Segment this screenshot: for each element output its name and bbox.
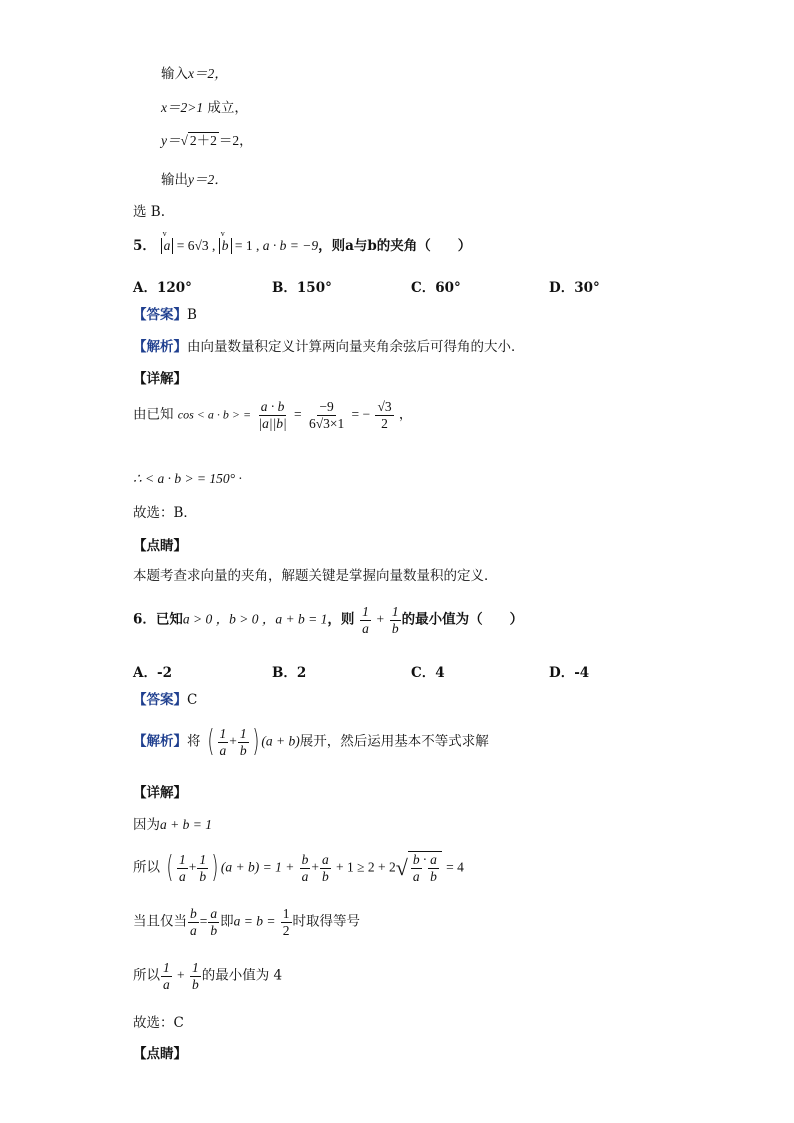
- q6-frac-1: [360, 604, 371, 636]
- analysis-text: 由向量数量积定义计算两向量夹角余弦后可得角的大小．: [187, 339, 525, 355]
- frac-num: 1: [391, 604, 399, 619]
- frac-num: −9: [319, 399, 334, 414]
- q6-detail-tag: 【详解】: [133, 785, 187, 801]
- frac-den: 2: [282, 922, 290, 938]
- s3-frac-half: [281, 906, 292, 938]
- prev-choose: 选 B.: [133, 204, 166, 220]
- q6-cond: a > 0 ，b > 0 ，a + b = 1: [182, 611, 328, 627]
- q5-detail-3: 故选：B．: [133, 505, 197, 521]
- analysis-tag: 【解析】: [133, 339, 187, 355]
- analysis-text: 展开，然后运用基本不等式求解: [299, 733, 489, 750]
- an-ab: (a + b): [261, 733, 300, 749]
- frac-den: a: [190, 922, 197, 938]
- value-fraction: [307, 399, 346, 431]
- prev-text: 成立，: [207, 100, 248, 116]
- q5-detail-1: [133, 399, 412, 431]
- q5-number: 5．: [133, 238, 156, 254]
- s2-sqrt-frac-2: [428, 852, 439, 884]
- q6-step-5: 故选：C: [133, 1015, 184, 1031]
- prev-line-3: y＝√ 2＋2 ＝2，: [161, 133, 253, 148]
- plus: +: [177, 967, 185, 983]
- prev-text: 输出: [161, 172, 188, 188]
- frac-num: 1: [179, 851, 186, 867]
- frac-den: b: [191, 976, 199, 992]
- s2-frac-ba: [300, 852, 311, 884]
- plus: +: [188, 859, 197, 875]
- s3-frac-ab: [208, 906, 219, 938]
- q6-option-a: A．-2: [133, 665, 172, 681]
- q5-detail-tag: 【详解】: [133, 371, 187, 387]
- q6-analysis: 【解析】将 ( $\frac{1}{a}$ + $\frac{1}{b}$ ) (a + b)展开，然后运用基本不等式求解: [133, 724, 489, 759]
- frac-den: b: [391, 620, 399, 636]
- detail-text: 由已知: [133, 406, 174, 423]
- an-frac-1: [218, 726, 229, 758]
- q6-step-3: [133, 906, 360, 938]
- step-text: 所以: [133, 967, 160, 984]
- frac-num: 1: [163, 960, 170, 975]
- q6-option-c: C．4: [411, 665, 445, 681]
- s2-frac-2: [197, 852, 208, 884]
- q5-option-a: A．120°: [133, 280, 192, 296]
- q6-option-b: B．2: [272, 665, 307, 681]
- q6-step-1: [133, 817, 212, 833]
- result-fraction: [375, 399, 393, 431]
- q6-tail: 的最小值为（ ）: [401, 611, 524, 628]
- analysis-text: 将: [187, 733, 201, 750]
- s2-frac-1: [177, 852, 188, 884]
- prev-math: x＝2，: [188, 66, 228, 81]
- step-text: 所以: [133, 859, 160, 876]
- frac-den: |a||b|: [258, 415, 287, 431]
- q5-cond3: a · b = −9: [262, 238, 319, 253]
- frac-num: 1: [362, 604, 369, 619]
- frac-num: a: [321, 851, 329, 867]
- s4-frac-2: [190, 960, 201, 992]
- frac-den: 2: [381, 415, 388, 431]
- s4-frac-1: [161, 960, 172, 992]
- frac-num: 1: [199, 851, 207, 867]
- plus: +: [229, 733, 237, 749]
- prev-math: y＝2．: [188, 172, 228, 187]
- q5-tail: ，则a与b的夹角（ ）: [318, 238, 472, 254]
- step-text: 的最小值为 4: [201, 967, 283, 984]
- q6-frac-2: [390, 604, 401, 636]
- q5-cond2: = 1 ,: [234, 238, 260, 253]
- q5-analysis: [133, 339, 525, 355]
- q6-stem: [133, 604, 523, 636]
- s2-sqrt-frac-1: [411, 852, 422, 884]
- prev-math: ＝2，: [218, 133, 253, 148]
- frac-num: b: [412, 852, 420, 868]
- step-math: (a + b) = 1 +: [220, 859, 295, 875]
- prev-sqrt: 2＋2: [189, 133, 217, 148]
- frac-num: a: [210, 906, 218, 921]
- step-math: a = b =: [233, 913, 276, 929]
- prev-text: 输入: [161, 66, 188, 82]
- frac-den: a: [219, 742, 227, 758]
- prev-math: y＝: [161, 133, 181, 148]
- q6-dianjing-tag: 【点睛】: [133, 1046, 187, 1062]
- q6-answer: [133, 692, 197, 708]
- frac-num: √3: [377, 399, 392, 414]
- step-math: a + b = 1: [160, 817, 212, 832]
- eq: =: [199, 913, 208, 929]
- frac-den: a: [362, 620, 369, 636]
- frac-num: a: [430, 852, 437, 868]
- prev-line-4: [161, 172, 228, 188]
- frac-num: a · b: [260, 399, 285, 414]
- q5-cond1: = 6√3 ,: [176, 238, 216, 253]
- an-frac-2: [238, 726, 249, 758]
- q5-option-d: D．30°: [549, 280, 600, 296]
- q5-dianjing-text: 本题考查求向量的夹角，解题关键是掌握向量数量积的定义．: [133, 568, 498, 584]
- analysis-tag: 【解析】: [133, 733, 187, 750]
- s2-sqrt: $\frac{b}{a}$ · $\frac{a}{b}$: [408, 851, 442, 884]
- frac-den: b: [210, 922, 218, 938]
- frac-den: a: [301, 868, 309, 884]
- q5-option-b: B．150°: [272, 280, 332, 296]
- frac-num: 1: [191, 960, 199, 975]
- answer-tag: 【答案】: [133, 692, 187, 708]
- detail-text: ，: [398, 406, 413, 423]
- step-math: = 4: [446, 859, 464, 875]
- frac-den: b: [239, 742, 247, 758]
- cos-fraction: [256, 399, 288, 431]
- s3-frac-ba: [188, 906, 199, 938]
- frac-num: b: [190, 906, 197, 921]
- q5-answer: [133, 307, 197, 323]
- q5-stem: [133, 238, 471, 254]
- q5-option-c: C．60°: [411, 280, 461, 296]
- prev-math: x＝2>1: [161, 100, 204, 115]
- prev-line-2: [161, 100, 248, 116]
- cos-expr: cos < a · b > =: [177, 407, 252, 422]
- frac-den: 6√3×1: [308, 415, 345, 431]
- frac-den: a: [163, 976, 170, 992]
- step-math: + 1 ≥ 2 + 2: [336, 859, 396, 875]
- frac-den: a: [412, 869, 420, 884]
- q5-vec-b: v b: [219, 238, 232, 254]
- frac-den: a: [179, 868, 186, 884]
- eq: =: [294, 406, 302, 422]
- frac-num: 1: [219, 725, 227, 741]
- plus: +: [311, 859, 319, 875]
- step-text: 即: [220, 913, 234, 930]
- q5-detail-2: ∴ < a · b > = 150° ·: [133, 471, 242, 486]
- s2-frac-ab: [320, 852, 331, 884]
- step-text: 当且仅当: [133, 913, 187, 930]
- step-text: 时取得等号: [292, 913, 361, 930]
- q5-vec-a: v a: [161, 238, 174, 254]
- q5-dianjing-tag: 【点睛】: [133, 538, 187, 554]
- frac-den: b: [199, 868, 207, 884]
- eq: = −: [351, 406, 371, 422]
- answer-value: B: [187, 307, 197, 323]
- q6-then: ，则: [327, 611, 355, 628]
- frac-num: 1: [282, 906, 290, 921]
- frac-num: 1: [239, 725, 247, 741]
- prev-line-1: [161, 66, 228, 82]
- frac-den: b: [321, 868, 329, 884]
- q6-option-d: D．-4: [549, 665, 590, 681]
- q6-number: 6．已知: [133, 611, 183, 628]
- frac-den: b: [430, 869, 437, 884]
- q6-step-4: [133, 960, 282, 992]
- q6-step-2: 所以 ( $\frac{1}{a}$ + $\frac{1}{b}$ ) (a + b) = 1 + $\frac{b}{a}$ + $\frac{a}{b}$ + 1 ≥ 2 + 2√ $\frac{b}{a}$ · $\frac{a}{b}$ = 4: [133, 850, 464, 885]
- step-text: 因为: [133, 817, 160, 833]
- answer-value: C: [187, 692, 198, 708]
- frac-num: b: [301, 851, 309, 867]
- plus: +: [376, 611, 385, 627]
- answer-tag: 【答案】: [133, 307, 187, 323]
